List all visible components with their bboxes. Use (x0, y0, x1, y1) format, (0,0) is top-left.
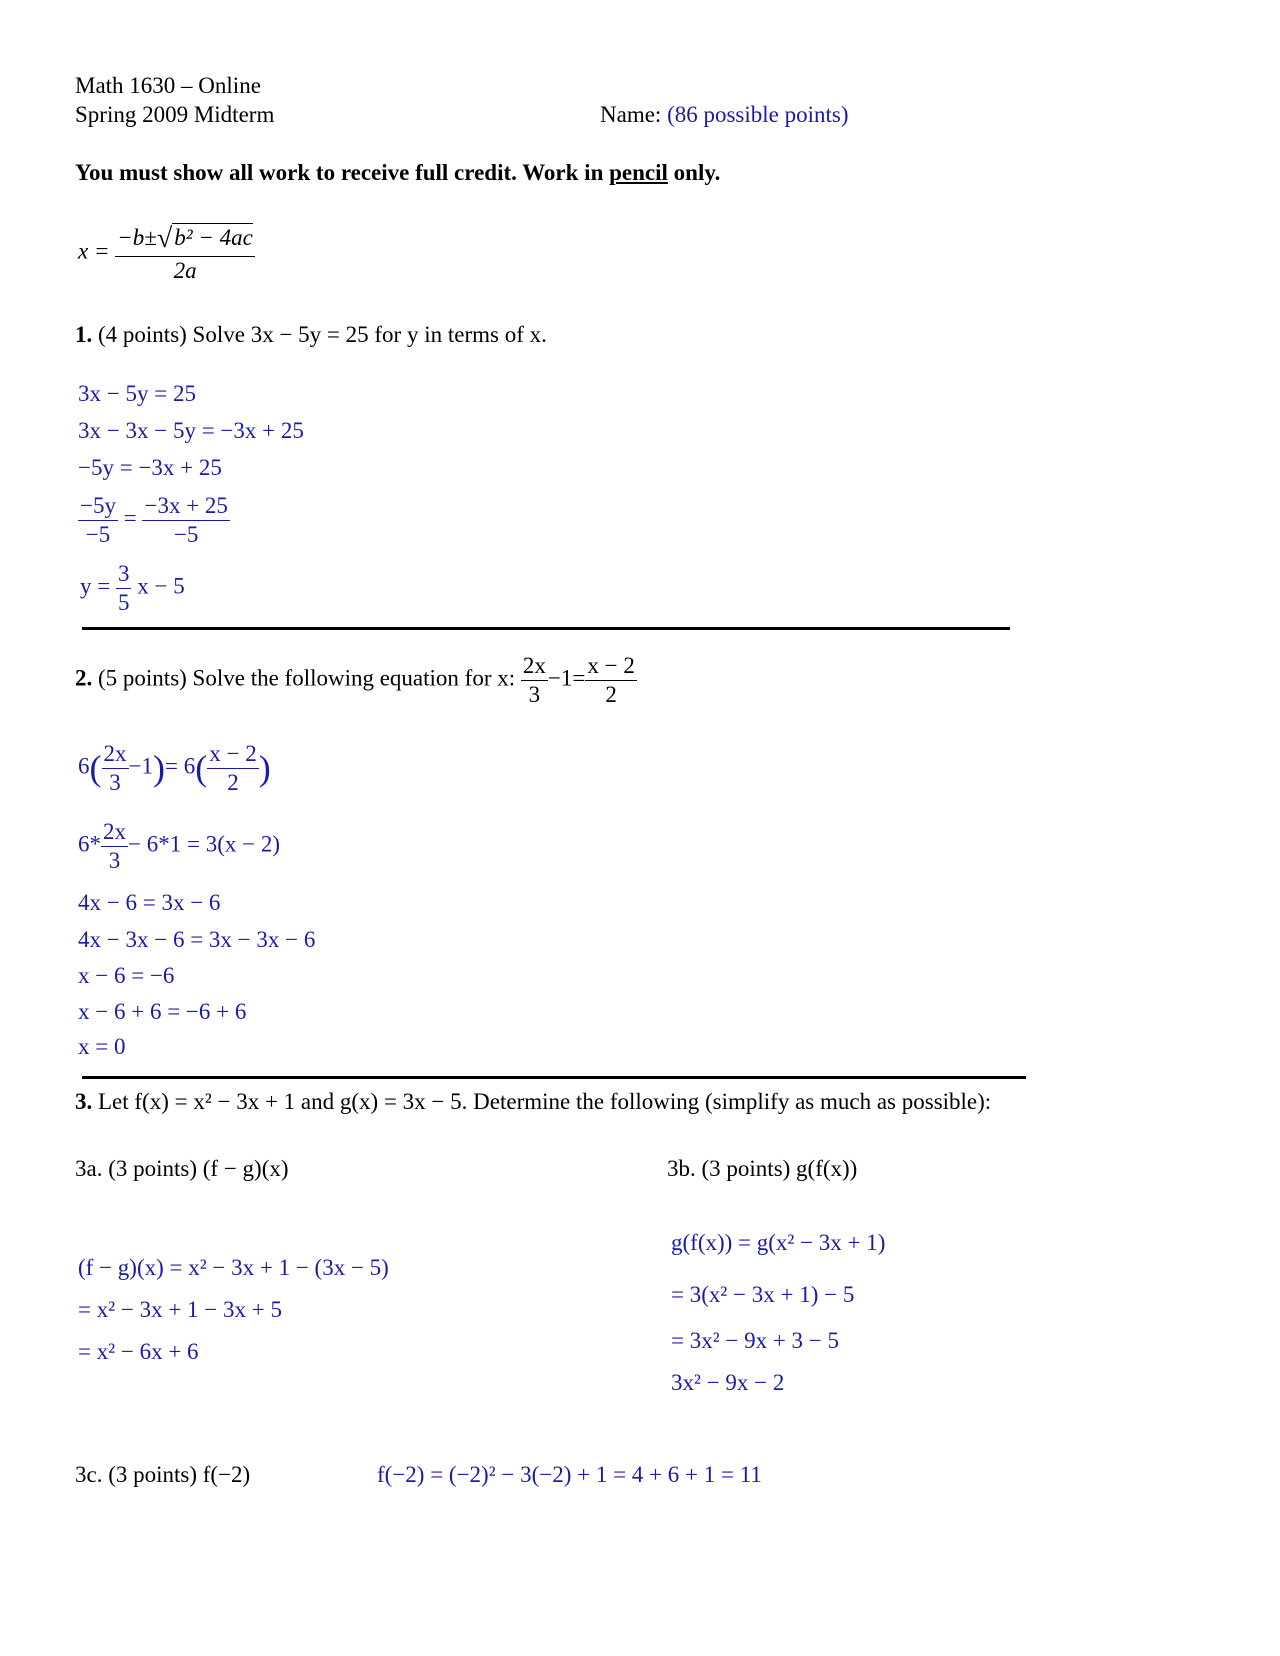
q3a-label: 3a. (3 points) (f − g)(x) (75, 1156, 289, 1181)
q2-step: 4x − 3x − 6 = 3x − 3x − 6 (78, 927, 316, 952)
q2-s1-right-num: x − 2 (207, 740, 258, 769)
q1-right-den: −5 (173, 521, 199, 547)
instructions (75, 160, 720, 186)
formula-lhs: x = (78, 238, 110, 264)
q3a-step: = x² − 6x + 6 (78, 1339, 199, 1364)
q1-step: 3x − 3x − 5y = −3x + 25 (78, 418, 304, 443)
q1-step: −5y = −3x + 25 (78, 455, 222, 480)
possible-points: (86 possible points) (667, 102, 849, 127)
q2-step-multiply: 6( $\frac{2x}{3}$ −1)= 6( $\frac{x - 2}{2}$ ) (78, 741, 271, 795)
q2-number: 2. (75, 665, 93, 691)
q2-s1-left-num: 2x (102, 740, 129, 769)
q2-s2-num: 2x (101, 818, 128, 847)
q2-s1-minus: −1 (128, 753, 153, 779)
q2-answer: x = 0 (78, 1034, 126, 1059)
q1-prompt (75, 322, 547, 348)
q3b-step: = 3(x² − 3x + 1) − 5 (671, 1282, 855, 1307)
q1-text: (4 points) Solve 3x − 5y = 25 for y in terms of x. (92, 322, 547, 347)
q1-answer-lhs: y = (80, 573, 111, 599)
q2-step: x − 6 + 6 = −6 + 6 (78, 999, 247, 1024)
q3b-answer: 3x² − 9x − 2 (671, 1370, 785, 1395)
section-divider (82, 1076, 1026, 1079)
section-divider (82, 627, 1010, 630)
instructions-end: only. (667, 160, 721, 185)
q2-eq-left-num: 2x (521, 652, 548, 681)
q2-coef: 6 (78, 753, 90, 779)
q1-left-den: −5 (85, 521, 111, 547)
exam-title: Spring 2009 Midterm (75, 102, 275, 127)
q1-step: 3x − 5y = 25 (78, 381, 196, 406)
q1-answer-den: 5 (117, 589, 130, 615)
quadratic-formula (78, 222, 255, 284)
q2-eq-right-num: x − 2 (585, 652, 636, 681)
q3b-step: = 3x² − 9x + 3 − 5 (671, 1328, 840, 1353)
instructions-underlined: pencil (609, 160, 668, 185)
q2-eq-mid: −1= (547, 665, 586, 691)
q3b-step: g(f(x)) = g(x² − 3x + 1) (671, 1230, 886, 1255)
q3b-label: 3b. (3 points) g(f(x)) (667, 1156, 858, 1181)
q2-s2-pre: 6* (78, 831, 101, 857)
q2-text: (5 points) Solve the following equation for x: (92, 665, 521, 691)
q1-number: 1. (75, 322, 93, 347)
course-title: Math 1630 – Online (75, 73, 261, 98)
formula-num-left: −b± (117, 225, 157, 250)
q1-answer-rhs: x − 5 (137, 573, 185, 599)
formula-fraction (115, 222, 255, 284)
q2-eq-right-den: 2 (605, 681, 617, 707)
q2-step: x − 6 = −6 (78, 963, 175, 988)
q2-step: 4x − 6 = 3x − 6 (78, 890, 221, 915)
q2-s1-left-den: 3 (109, 769, 121, 795)
formula-radicand: b² − 4ac (174, 225, 253, 250)
instructions-text: You must show all work to receive full credit. Work in (75, 160, 610, 185)
q3a-step: = x² − 3x + 1 − 3x + 5 (78, 1297, 283, 1322)
name-label: Name: (600, 102, 662, 127)
q3-number: 3. (75, 1089, 93, 1114)
q2-step-distribute (78, 818, 280, 874)
q3a-step: (f − g)(x) = x² − 3x + 1 − (3x − 5) (78, 1255, 389, 1280)
q1-equals: = (123, 505, 137, 531)
q1-right-num: −3x + 25 (142, 492, 229, 521)
q1-fraction-step (78, 492, 230, 548)
q2-s2-post: − 6*1 = 3(x − 2) (128, 831, 280, 857)
q2-prompt (75, 652, 637, 708)
q1-left-num: −5y (78, 492, 118, 521)
q3-text: Let f(x) = x² − 3x + 1 and g(x) = 3x − 5. Determine the following (simplify as much as possible): (92, 1089, 992, 1114)
radical-sign: √ (156, 223, 173, 254)
q2-eq-left-den: 3 (528, 681, 541, 707)
q3c-answer: f(−2) = (−2)² − 3(−2) + 1 = 4 + 6 + 1 = 11 (377, 1462, 762, 1487)
q1-answer-num: 3 (116, 560, 132, 589)
q2-s2-den: 3 (108, 847, 121, 873)
q2-s1-equals: = 6 (164, 753, 196, 779)
formula-den: 2a (173, 257, 197, 283)
q3-prompt (75, 1089, 991, 1115)
name-field (600, 102, 849, 128)
q2-s1-right-den: 2 (227, 769, 239, 795)
q1-answer (80, 560, 185, 616)
q3c-label: 3c. (3 points) f(−2) (75, 1462, 251, 1487)
